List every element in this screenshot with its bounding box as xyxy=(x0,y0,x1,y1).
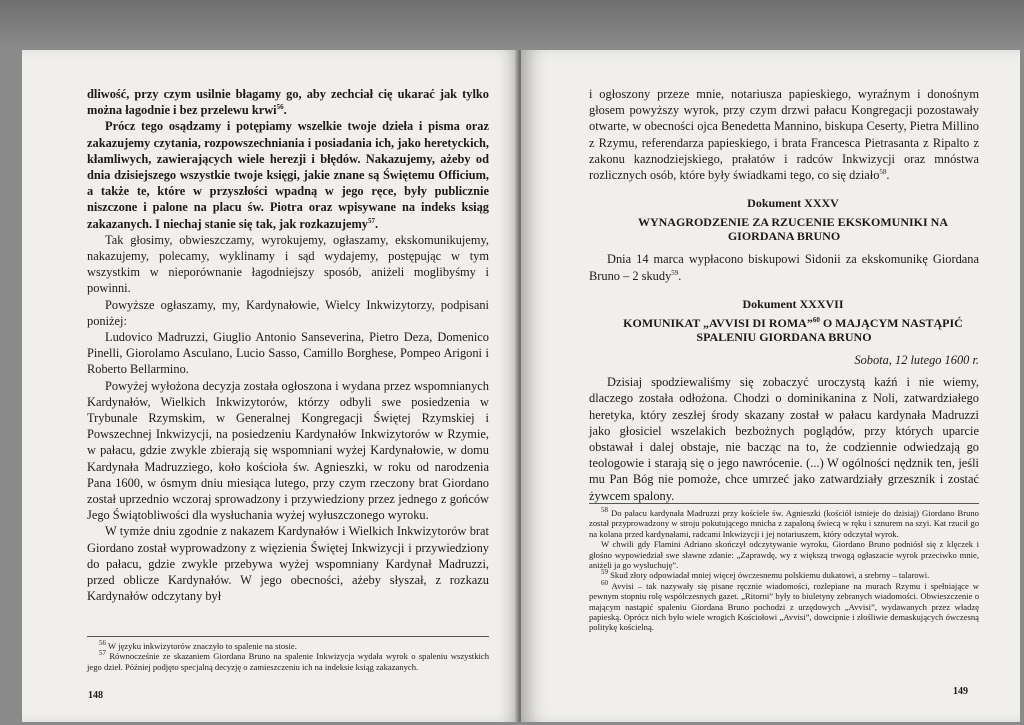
page-number-right: 149 xyxy=(953,686,968,697)
paragraph: Powyżej wyłożona decyzja została ogłoszona i wydana przez wspomnianych Kardynałów, Wielkich Inkwizytorów, którzy odbyli swe posiedzenia w Trybunale Rzymskim, w Generalnej Kongregacji Świętej Rzymskiej i Powszechnej Inkwizycji, na posiedzeniu Kardynałów Inkwizytorów w Rzymie, w pałacu, gdzie zwykle zbierają się wspomniani wyżej Kardynałowie, w domu Kardynała Madruzziego, koło kościoła św. Agnieszki, w roku od narodzenia Pana 1600, w ósmym dniu miesiąca lutego, przy czym rzeczony brat Giordano został uprzednio wczoraj sprowadzony i przywiedziony przez jednego z gońców Jego Świątobliwości dla wysłuchania wyżej wyłuszczonego wyroku. xyxy=(87,378,489,523)
document-37-text: Dzisiaj spodziewaliśmy się zobaczyć uroczystą kaźń i nie wiemy, dlaczego została odłożona. Chodzi o dominikanina z Noli, zatwardziałego heretyka, który zeszłej środy skazany został w pałacu kardynała Madruzzi jako głosiciel wszelakich bezbożnych poglądów, przy których uparcie obstawał i dalej obstaje, nie bacząc na to, że codziennie odwiedzają go teologowie i starają się o jego nawrócenie. (...) W ogólności nędznik ten, jeśli mu Pan Bóg nie pomoże, chce umrzeć jako zatwardziały grzesznik i zostać żywcem spalony. xyxy=(589,375,979,503)
scanner-background xyxy=(0,0,1024,52)
footnote: $^{60}$ Avvisi – tak nazywały się pisane ręcznie wiadomości, rozlepiane na murach Rzymu i spełniające w pewnym stopniu rolę współczesnych gazet. „Ritorni” były to biuletyny zebranych wiadomości. Obwieszczenie o mającym nastąpić spaleniu Giordana Bruno pochodzi z urzędowych „Avvisi”, wydawanych przez władzę papieską. Oprócz nich było wiele wrogich Kościołowi „Avvisi”, dowcipnie i złośliwie demaskujących ówczesną politykę kościelną. xyxy=(589,578,979,633)
footnote: W chwili gdy Flamini Adriano skończył odczytywanie wyroku, Giordano Bruno podniósł się z klęczek i głośno wypowiedział swe sławne zdanie: „Zaprawdę, wy z większą trwogą ogłaszacie wyrok przeciwko mnie, aniżeli ja go wysłuchuję”. xyxy=(589,539,979,571)
left-page xyxy=(22,50,519,722)
document-35-heading: WYNAGRODZENIE ZA RZUCENIE EKSKOMUNIKI NA GIORDANA BRUNO xyxy=(637,215,949,244)
footnote: $^{57}$ Równocześnie ze skazaniem Giordana Bruno na spalenie Inkwizycja wydała wyrok o spaleniu wszystkich jego dzieł. Później podjęto specjalną decyzję o zamieszczeniu ich na indeksie ksiąg zakazanych. xyxy=(87,649,489,672)
right-footnotes xyxy=(589,503,979,633)
paragraph: Ludovico Madruzzi, Giuglio Antonio Sanseverina, Pietro Deza, Domenico Pinelli, Giorolamo Asculano, Lucio Sasso, Camillo Borghese, Pompeo Arigoni i Roberto Bellarmino. xyxy=(87,330,489,377)
paragraph: dliwość, przy czym usilnie błagamy go, aby zechciał cię ukarać jak tylko można łagodnie i bez przelewu krwi$^{56}$. xyxy=(87,87,489,118)
footnote: $^{58}$ Do pałacu kardynała Madruzzi przy kościele św. Agnieszki (kościół istnieje do dzisiaj) Giordano Bruno został przyprowadzony w stroju pokutującego mnicha z zapaloną świecą w ręku i sznurem na szyi. Kat rzucił go na kolana przed kardynałami, radcami Inkwizycji i jej notariuszem, który odczytał wyrok. xyxy=(589,506,979,539)
open-book xyxy=(22,50,1020,722)
paragraph: Tak głosimy, obwieszczamy, wyrokujemy, ogłaszamy, ekskomunikujemy, nakazujemy, polecamy, wyklinamy i sąd wydajemy, postępując w tym wszystkim w nieporównanie łagodniejszy sposób, aniżeli moglibyśmy i powinni. xyxy=(87,232,489,296)
footnote: $^{56}$ W języku inkwizytorów znaczyło to spalenie na stosie. xyxy=(99,639,297,651)
paragraph: Prócz tego osądzamy i potępiamy wszelkie twoje dzieła i pisma oraz zakazujemy czytania, rozpowszechniania i posiadania ich, jako heretyckich, kłamliwych, zawierających wiele herezji i błędów. Nakazujemy, ażeby od dnia dzisiejszego wszystkie twoje księgi, jakie znane są Świętemu Officium, a także te, które w przyszłości wpadną w jego ręce, były publicznie niszczone i palone na placu św. Piotra oraz wpisywane na indeks ksiąg zakazanych. I niechaj stanie się tak, jak rozkazujemy$^{57}$. xyxy=(87,119,489,231)
right-page xyxy=(521,50,1020,722)
left-page-text xyxy=(87,86,489,605)
document-37-heading: KOMUNIKAT „AVVISI DI ROMA”$^{60}$ O MAJĄCYM NASTĄPIĆ SPALENIU GIORDANA BRUNO xyxy=(623,316,963,345)
intro-paragraph: i ogłoszony przeze mnie, notariusza papieskiego, wyraźnym i donośnym głosem powyższy wyrok, przy czym drzwi pałacu Kongregacji pozostawały otwarte, w obecności ojca Benedetta Mannino, biskupa Ceserty, Pietra Millino z Rzymu, referendarza papieskiego, i brata Francesca Pietrasanta z Ripalto z zakonu kaznodziejskiego, prałatów i radców Inkwizycji oraz mnóstwa rozlicznych osób, które były świadkami tego, co się działo$^{58}$. xyxy=(589,87,979,183)
document-37-title: Dokument XXXVII xyxy=(742,296,844,311)
document-35-text: Dnia 14 marca wypłacono biskupowi Sidonii za ekskomunikę Giordana Bruno – 2 skudy$^{59}$. xyxy=(589,252,979,283)
paragraph: W tymże dniu zgodnie z nakazem Kardynałów i Wielkich Inkwizytorów brat Giordano został wyprowadzony z więzienia Świętej Inkwizycji i przywiedziony do pałacu, gdzie zwykle przebywa wyżej wspomniany Kardynał Madruzzi, przed oblicze Kardynałów. W jego obecności, ażeby słyszał, z rozkazu Kardynałów odczytany był xyxy=(87,524,489,604)
page-number-left: 148 xyxy=(88,690,103,701)
footnote: $^{59}$ Skud złoty odpowiadał mniej więcej ówczesnemu polskiemu dukatowi, a srebrny – talarowi. xyxy=(601,568,930,581)
document-37-date: Sobota, 12 lutego 1600 r. xyxy=(854,353,979,368)
right-page-text xyxy=(589,86,979,504)
document-35-title: Dokument XXXV xyxy=(747,196,839,211)
left-footnotes xyxy=(87,636,489,672)
paragraph: Powyższe ogłaszamy, my, Kardynałowie, Wielcy Inkwizytorzy, podpisani poniżej: xyxy=(87,297,489,328)
